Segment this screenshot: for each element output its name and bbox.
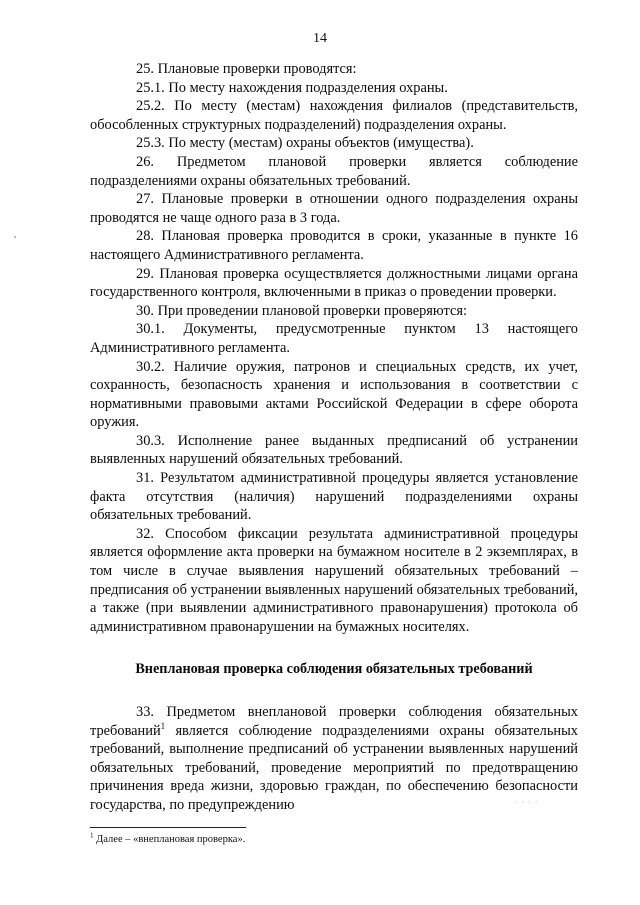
paragraph-32: 32. Способом фиксации результата административной процедуры является оформление акта проверки на бумажном носителе в 2 экземплярах, в том числе в случае выявления нарушений обязательных требований – предписания об устранении выявленных нарушений обязательных требований, а также (при выявлении административного правонарушения) протокола об административном правонарушении на бумажных носителях. <box>90 525 578 635</box>
scan-speck <box>14 236 16 238</box>
footnote <box>90 831 246 845</box>
footnote-mark: 1 <box>90 831 94 840</box>
footnote-ref: 1 <box>160 720 166 731</box>
paragraph-25-3: 25.3. По месту (местам) охраны объектов (имущества). <box>136 135 474 152</box>
paragraph-25-1: 25.1. По месту нахождения подразделения охраны. <box>136 79 448 96</box>
paragraph-30-1: 30.1. Документы, предусмотренные пунктом 13 настоящего Административного регламента. <box>90 321 578 356</box>
footnote-text: Далее – «внеплановая проверка». <box>93 834 246 845</box>
paragraph-26: 26. Предметом плановой проверки является соблюдение подразделениями охраны обязательных требований. <box>90 153 578 189</box>
paragraph-33 <box>90 703 578 815</box>
faint-stamp-mark: ⸱ ⸱ ⸱ ⸱ <box>515 797 539 807</box>
paragraph-30: 30. При проведении плановой проверки проверяются: <box>136 302 467 319</box>
paragraph-28: 28. Плановая проверка проводится в сроки, указанные в пункте 16 настоящего Административного регламента. <box>90 228 578 263</box>
paragraph-30-2: 30.2. Наличие оружия, патронов и специальных средств, их учет, сохранность, безопасность хранения и использования в соответствии с нормативными правовыми актами Российской Федерации в сфере оборота оружия. <box>90 358 578 431</box>
document-body <box>90 60 578 815</box>
paragraph-33-part2: является соблюдение подразделениями охраны обязательных требований, выполнение предписаний об устранении выявленных нарушений обязательных требований, проведение мероприятий по предотвращению причинения вреда жизни, здоровью граждан, по обеспечению безопасности государства, по предупреждению <box>90 722 578 813</box>
paragraph-33-part1: 33. Предметом внеплановой проверки соблюдения обязательных требований <box>90 704 578 739</box>
paragraph-27: 27. Плановые проверки в отношении одного подразделения охраны проводятся не чаще одного раза в 3 года. <box>90 191 578 226</box>
footnote-separator <box>90 827 246 828</box>
paragraph-29: 29. Плановая проверка осуществляется должностными лицами органа государственного контроля, включенными в приказ о проведении проверки. <box>90 265 578 301</box>
section-heading: Внеплановая проверка соблюдения обязательных требований <box>135 661 533 678</box>
page-number: 14 <box>313 31 327 46</box>
paragraph-25-2: 25.2. По месту (местам) нахождения филиалов (представительств, обособленных структурных подразделений) подразделения охраны. <box>90 98 578 133</box>
paragraph-31: 31. Результатом административной процедуры является установление факта отсутствия (наличия) нарушений подразделениями охраны обязательных требований. <box>90 470 578 524</box>
paragraph-30-3: 30.3. Исполнение ранее выданных предписаний об устранении выявленных нарушений обязательных требований. <box>90 432 578 468</box>
paragraph-25: 25. Плановые проверки проводятся: <box>136 61 357 77</box>
